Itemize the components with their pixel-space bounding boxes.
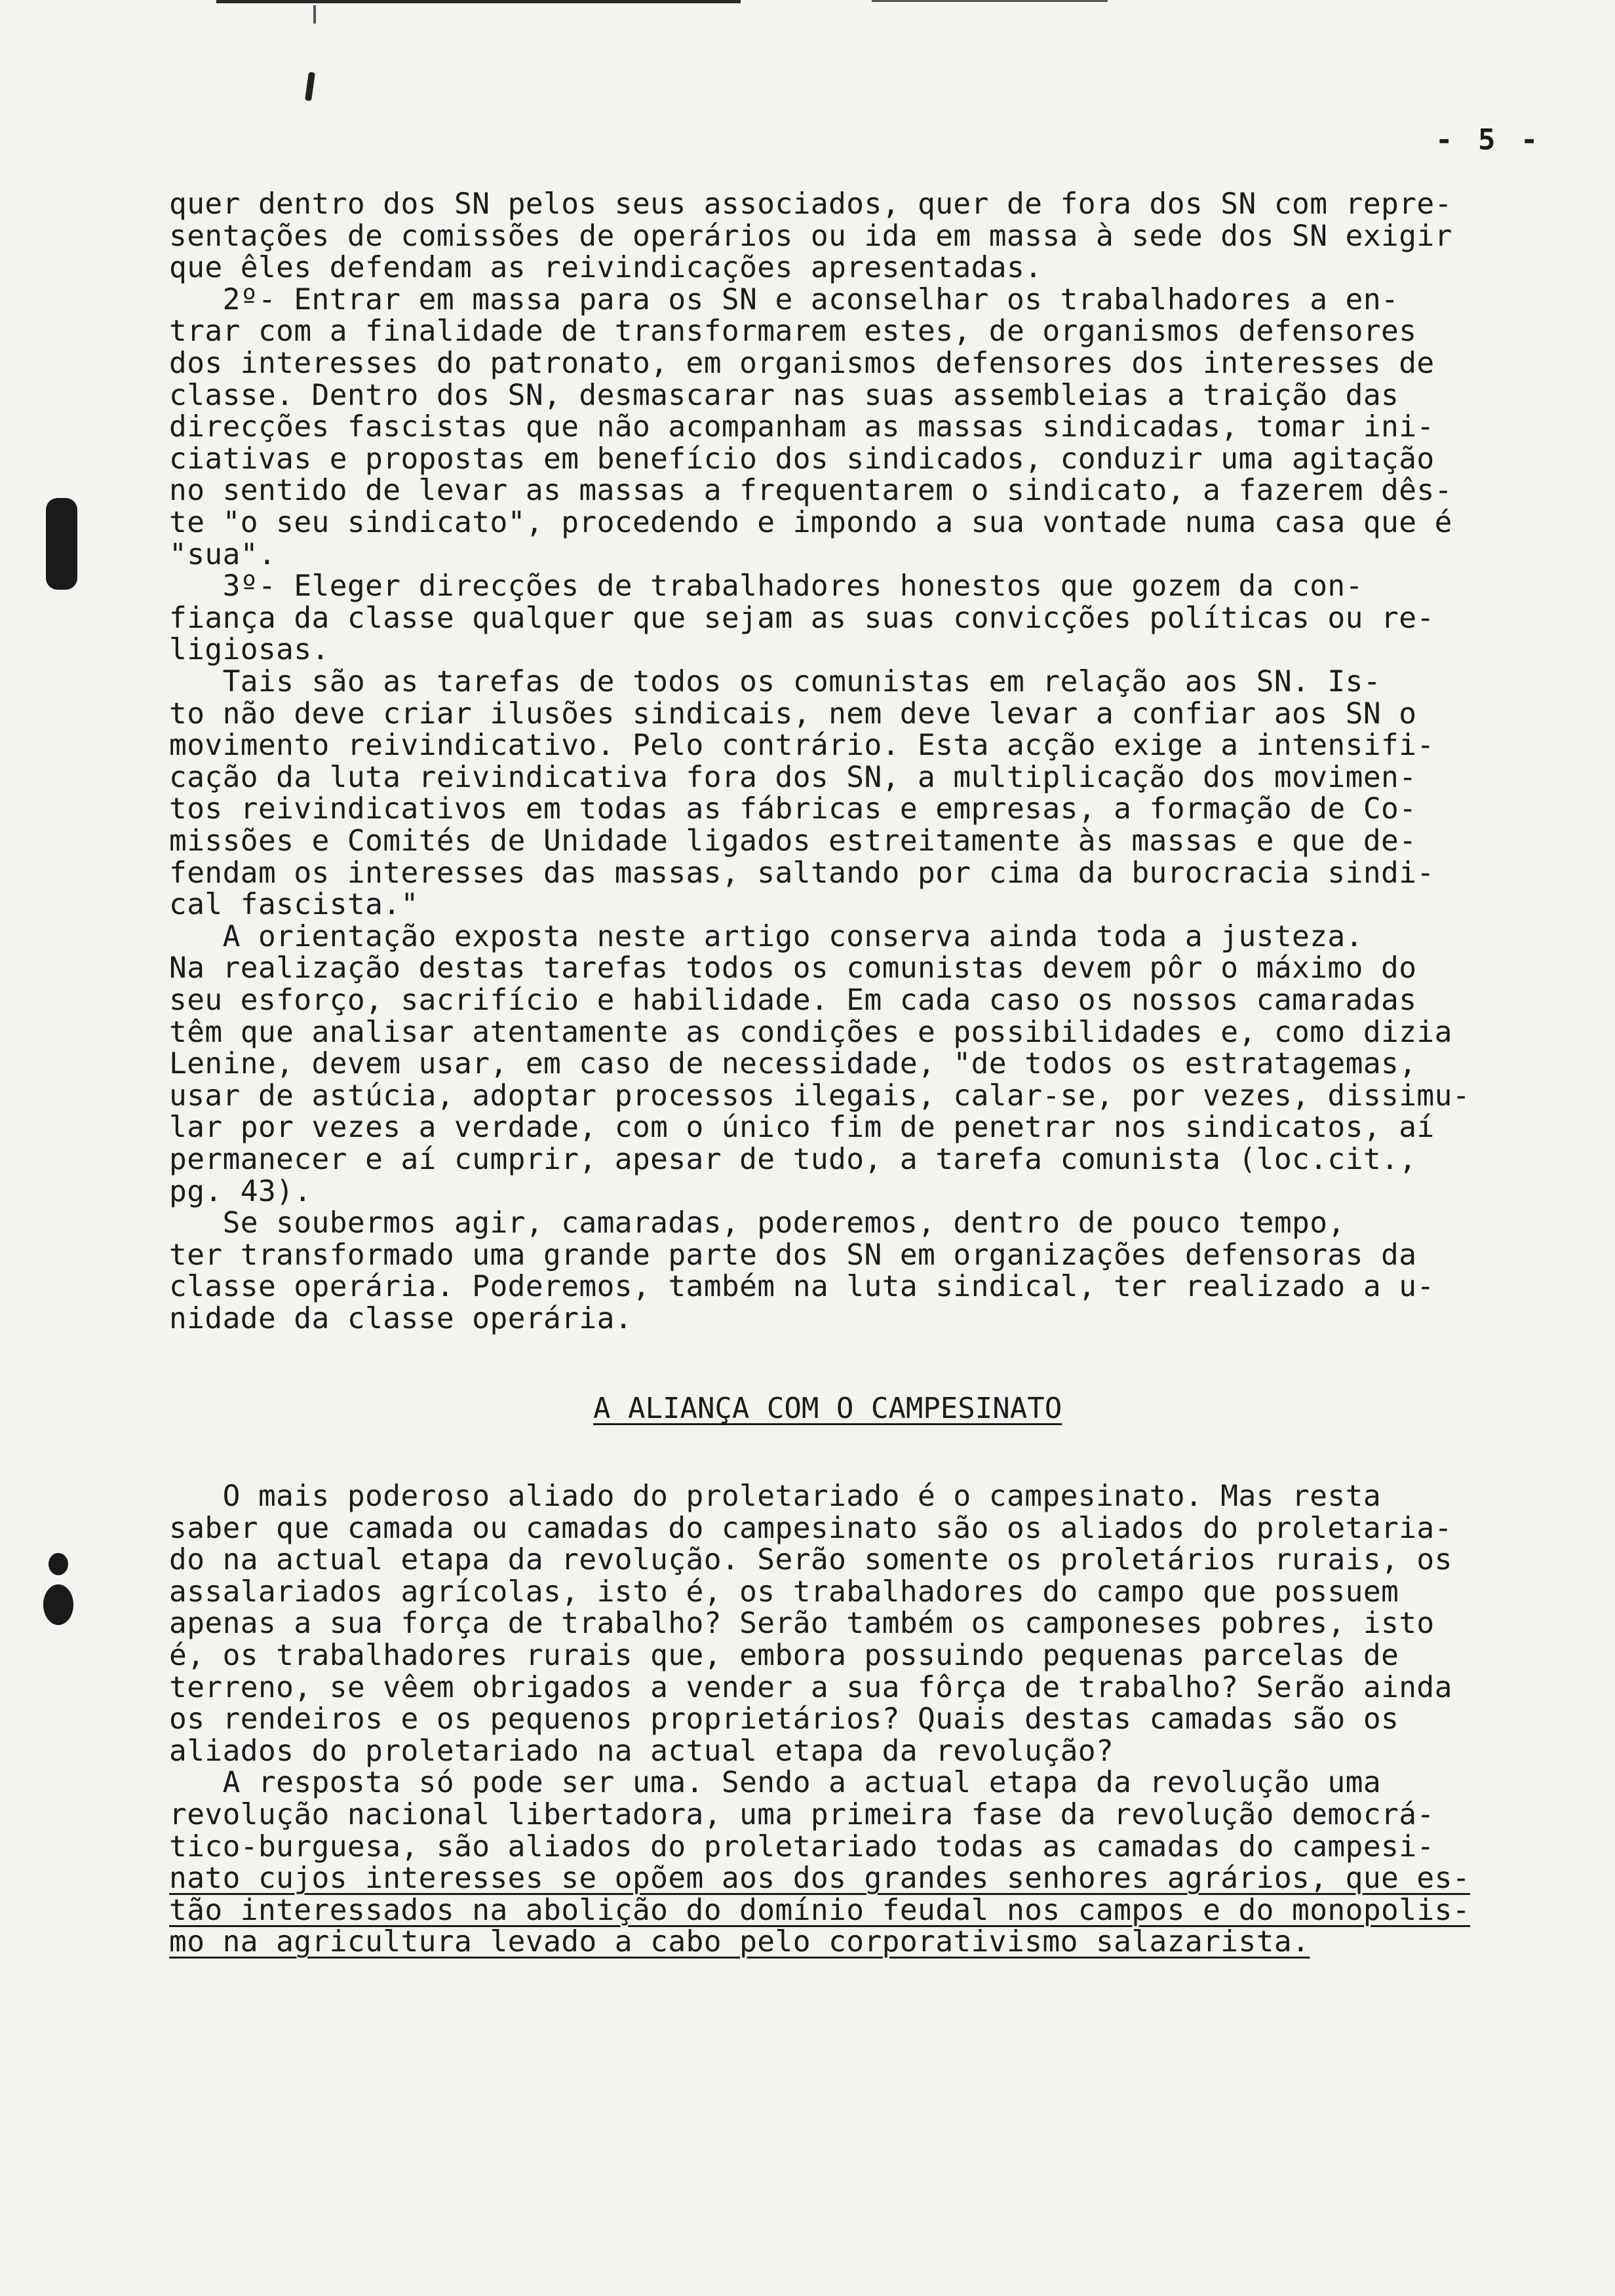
- top-rule: [216, 0, 741, 3]
- text-line: é, os trabalhadores rurais que, embora possuindo pequenas parcelas de: [169, 1639, 1399, 1672]
- binder-hole-mark-large: [43, 1584, 73, 1625]
- text-line: cação da luta reivindicativa fora dos SN, a multiplicação dos movimen-: [169, 760, 1417, 794]
- text-line: Tais são as tarefas de todos os comunistas em relação aos SN. Is-: [169, 665, 1382, 698]
- text-line: tico-burguesa, são aliados do proletariado todas as camadas do campesi-: [169, 1829, 1435, 1864]
- text-line: que êles defendam as reivindicações apresentadas.: [169, 251, 1043, 285]
- text-line: missões e Comités de Unidade ligados estreitamente às massas e que de-: [169, 824, 1417, 858]
- text-line: Se soubermos agir, camaradas, poderemos, dentro de pouco tempo,: [169, 1206, 1346, 1240]
- text-line: ciativas e propostas em benefício dos sindicados, conduzir uma agitação: [169, 442, 1435, 476]
- text-line: 2º- Entrar em massa para os SN e aconselhar os trabalhadores a en-: [169, 282, 1399, 316]
- text-line: 3º- Eleger direcções de trabalhadores honestos que gozem da con-: [169, 569, 1363, 603]
- text-line: "sua".: [169, 537, 277, 571]
- text-line: fiança da classe qualquer que sejam as suas convicções políticas ou re-: [169, 601, 1435, 635]
- text-line: ligiosas.: [169, 633, 330, 667]
- text-line: lar por vezes a verdade, com o único fim de penetrar nos sindicatos, aí: [169, 1111, 1435, 1145]
- text-line: dos interesses do patronato, em organismos defensores dos interesses de: [169, 347, 1435, 380]
- text-line: apenas a sua força de trabalho? Serão também os camponeses pobres, isto: [169, 1607, 1435, 1641]
- text-line: Na realização destas tarefas todos os comunistas devem pôr o máximo do: [169, 951, 1417, 985]
- text-line: revolução nacional libertadora, uma primeira fase da revolução democrá-: [169, 1798, 1435, 1831]
- text-line: tos reivindicativos em todas as fábricas e empresas, a formação de Co-: [169, 792, 1417, 826]
- text-line: direcções fascistas que não acompanham as massas sindicadas, tomar ini-: [169, 410, 1435, 444]
- text-line: to não deve criar ilusões sindicais, nem deve levar a confiar aos SN o: [169, 697, 1417, 731]
- text-line: aliados do proletariado na actual etapa da revolução?: [169, 1734, 1114, 1768]
- text-line: sentações de comissões de operários ou ida em massa à sede dos SN exigir: [169, 219, 1452, 253]
- text-line: A orientação exposta neste artigo conserva ainda toda a justeza.: [169, 919, 1363, 953]
- text-line: trar com a finalidade de transformarem estes, de organismos defensores: [169, 315, 1417, 349]
- text-line: ter transformado uma grande parte dos SN em organizações defensoras da: [169, 1238, 1417, 1272]
- binder-hole-mark-small: [49, 1553, 68, 1575]
- text-line: classe operária. Poderemos, também na luta sindical, ter realizado a u-: [169, 1270, 1435, 1304]
- text-line: cal fascista.": [169, 888, 419, 922]
- text-line: os rendeiros e os pequenos proprietários? Quais destas camadas são os: [169, 1702, 1399, 1736]
- text-line: nato cujos interesses se opõem aos dos grandes senhores agrários, que es-: [169, 1862, 1470, 1896]
- text-line: Lenine, devem usar, em caso de necessidade, "de todos os estratagemas,: [169, 1047, 1417, 1081]
- top-rule-right: [872, 0, 1108, 2]
- text-line: te "o seu sindicato", procedendo e impondo a sua vontade numa casa que é: [169, 506, 1452, 539]
- text-line: pg. 43).: [169, 1174, 312, 1208]
- text-line: quer dentro dos SN pelos seus associados, quer de fora dos SN com repre-: [169, 187, 1452, 221]
- pen-stroke-mark: [305, 72, 315, 102]
- text-line: no sentido de levar as massas a frequentarem o sindicato, a fazerem dês-: [169, 474, 1452, 508]
- text-line: saber que camada ou camadas do campesinato são os aliados do proletaria-: [169, 1511, 1452, 1545]
- text-line: permanecer e aí cumprir, apesar de tudo, a tarefa comunista (loc.cit.,: [169, 1143, 1417, 1176]
- text-line: usar de astúcia, adoptar processos ilegais, calar-se, por vezes, dissimu-: [169, 1079, 1470, 1113]
- text-line: classe. Dentro dos SN, desmascarar nas suas assembleias a traição das: [169, 378, 1399, 412]
- text-line: seu esforço, sacrifício e habilidade. Em cada caso os nossos camaradas: [169, 984, 1417, 1017]
- tick-mark: [313, 5, 316, 24]
- text-line: mo na agricultura levado a cabo pelo corporativismo salazarista.: [169, 1925, 1310, 1959]
- text-line: assalariados agrícolas, isto é, os trabalhadores do campo que possuem: [169, 1575, 1399, 1609]
- text-line: O mais poderoso aliado do proletariado é o campesinato. Mas resta: [169, 1480, 1382, 1513]
- text-line: tão interessados na abolição do domínio feudal nos campos e do monopolis-: [169, 1893, 1470, 1927]
- text-line: do na actual etapa da revolução. Serão somente os proletários rurais, os: [169, 1543, 1452, 1577]
- page-number: - 5 -: [1435, 123, 1542, 157]
- text-line: movimento reivindicativo. Pelo contrário. Esta acção exige a intensifi-: [169, 729, 1435, 763]
- binder-hole-mark: [46, 498, 77, 590]
- text-line: fendam os interesses das massas, saltando por cima da burocracia sindi-: [169, 856, 1435, 890]
- text-line: A resposta só pode ser uma. Sendo a actual etapa da revolução uma: [169, 1766, 1382, 1800]
- text-line: nidade da classe operária.: [169, 1302, 632, 1335]
- text-line: terreno, se vêem obrigados a vender a sua fôrça de trabalho? Serão ainda: [169, 1670, 1452, 1704]
- text-line: têm que analisar atentamente as condições e possibilidades e, como dizia: [169, 1015, 1452, 1049]
- section-heading: A ALIANÇA COM O CAMPESINATO: [593, 1392, 1062, 1425]
